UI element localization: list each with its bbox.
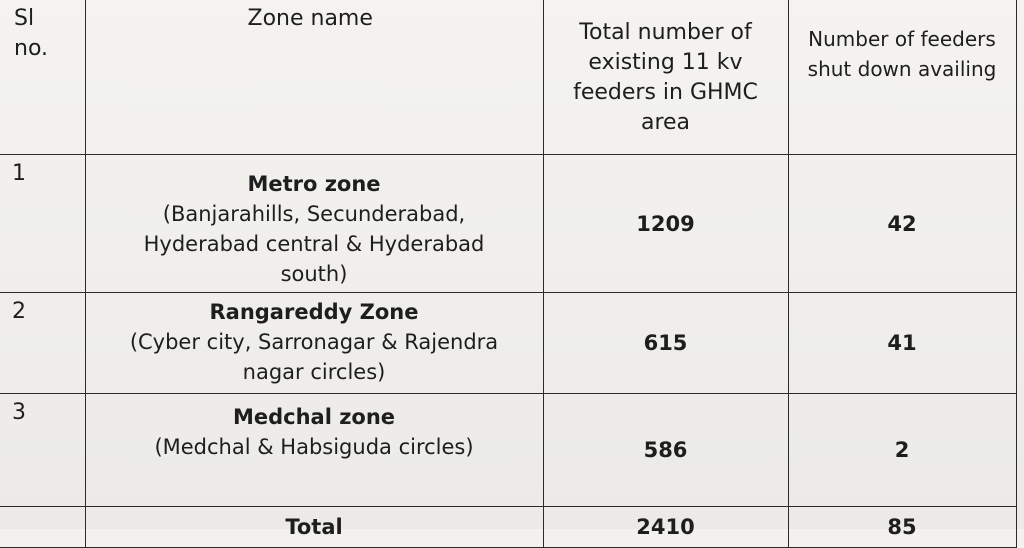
table-row (0, 394, 1016, 507)
shut-down-cell: 41 (788, 293, 1016, 394)
zone-cell (85, 394, 543, 507)
shut-down-cell: 2 (788, 394, 1016, 507)
total-shut-down-sum: 85 (788, 507, 1016, 548)
total-row (0, 507, 1016, 548)
header-zone-name: Zone name (85, 0, 543, 155)
header-feeders-shut-down (788, 0, 1016, 155)
shut-down-cell: 42 (788, 155, 1016, 293)
table-row (0, 155, 1016, 293)
table-row (0, 293, 1016, 394)
total-feeders-cell: 1209 (543, 155, 788, 293)
total-label: Total (85, 507, 543, 548)
zone-name: Medchal zone (232, 405, 396, 429)
zone-name: Rangareddy Zone (209, 300, 419, 324)
sl-cell: 3 (0, 394, 85, 507)
zone-description: (Cyber city, Sarronagar & Rajendra nagar circles) (129, 330, 499, 384)
total-sl-cell (0, 507, 85, 548)
zone-cell (85, 155, 543, 293)
zone-description: (Banjarahills, Secunderabad, Hyderabad central & Hyderabad south) (143, 202, 485, 286)
header-row (0, 0, 1016, 155)
header-total-feeders (543, 0, 788, 155)
sl-cell: 1 (0, 155, 85, 293)
total-feeders-cell: 586 (543, 394, 788, 507)
total-feeders-sum: 2410 (543, 507, 788, 548)
total-feeders-cell: 615 (543, 293, 788, 394)
zone-description: (Medchal & Habsiguda circles) (154, 435, 474, 459)
zone-name: Metro zone (247, 172, 381, 196)
sl-cell: 2 (0, 293, 85, 394)
header-total-feeders-text: Total number of existing 11 kv feeders in GHMC area (573, 20, 758, 135)
zone-cell (85, 293, 543, 394)
header-sl-no: Sl no. (0, 0, 85, 155)
header-feeders-shut-down-text: Number of feeders shut down availing (807, 27, 997, 81)
